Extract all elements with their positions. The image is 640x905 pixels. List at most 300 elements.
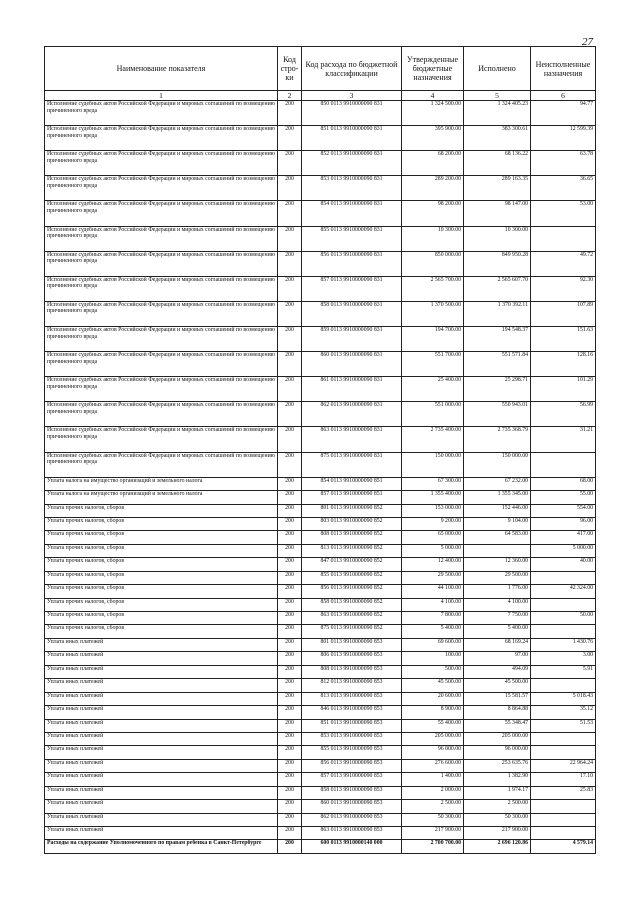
line-code: 200	[278, 151, 302, 176]
line-code: 200	[278, 226, 302, 251]
column-number-row	[45, 91, 596, 101]
executed-amount: 1 324 405.23	[464, 101, 531, 126]
indicator-name: Исполнение судебных актов Российской Федерации и мировых соглашений по возмещению причиненного вреда	[45, 101, 278, 126]
executed-amount: 152 446.00	[464, 504, 531, 517]
classification-code: 801 0113 9910000090 853	[302, 638, 402, 651]
header-line-code: Код стро-ки	[278, 47, 302, 91]
executed-amount: 96 000.00	[464, 746, 531, 759]
executed-amount: 150 000.00	[464, 452, 531, 477]
approved-amount: 194 700.00	[402, 326, 464, 351]
executed-amount: 29 500.00	[464, 571, 531, 584]
line-code: 200	[278, 301, 302, 326]
classification-code: 854 0113 9910000090 831	[302, 201, 402, 226]
approved-amount: 1 370 500.00	[402, 301, 464, 326]
line-code: 200	[278, 598, 302, 611]
remaining-amount: 96.00	[531, 517, 596, 530]
indicator-name: Расходы на содержание Уполномоченного по правам ребенка в Санкт-Петербурге	[45, 840, 278, 854]
remaining-amount: 92.30	[531, 276, 596, 301]
classification-code: 859 0113 9910000090 831	[302, 326, 402, 351]
table-row	[45, 585, 596, 598]
indicator-name: Исполнение судебных актов Российской Федерации и мировых соглашений по возмещению причиненного вреда	[45, 402, 278, 427]
line-code: 200	[278, 491, 302, 504]
line-code: 200	[278, 759, 302, 772]
remaining-amount	[531, 827, 596, 840]
executed-amount: 2 500.00	[464, 800, 531, 813]
header-approved: Утвержденные бюджетные назначения	[402, 47, 464, 91]
table-row	[45, 665, 596, 678]
line-code: 200	[278, 427, 302, 452]
executed-amount: 7 750.00	[464, 612, 531, 625]
remaining-amount: 101.29	[531, 377, 596, 402]
remaining-amount: 12 599.39	[531, 126, 596, 151]
executed-amount: 68 136.22	[464, 151, 531, 176]
remaining-amount: 49.72	[531, 251, 596, 276]
executed-amount	[464, 544, 531, 557]
approved-amount: 2 735 400.00	[402, 427, 464, 452]
remaining-amount: 50.00	[531, 612, 596, 625]
table-row	[45, 226, 596, 251]
remaining-amount: 5 018.43	[531, 692, 596, 705]
indicator-name: Уплата налога на имущество организаций и земельного налога	[45, 491, 278, 504]
classification-code: 808 0113 9910000090 852	[302, 531, 402, 544]
approved-amount: 96 000.00	[402, 746, 464, 759]
table-row	[45, 452, 596, 477]
remaining-amount: 40.00	[531, 558, 596, 571]
approved-amount: 2 700 700.00	[402, 840, 464, 854]
approved-amount: 850 000.00	[402, 251, 464, 276]
remaining-amount: 68.00	[531, 477, 596, 490]
total-row	[45, 840, 596, 854]
remaining-amount: 25.83	[531, 786, 596, 799]
executed-amount: 289 163.35	[464, 176, 531, 201]
approved-amount: 65 000.00	[402, 531, 464, 544]
line-code: 200	[278, 773, 302, 786]
budget-execution-table	[44, 46, 596, 854]
classification-code: 852 0113 9910000090 831	[302, 151, 402, 176]
executed-amount: 98 147.00	[464, 201, 531, 226]
indicator-name: Исполнение судебных актов Российской Федерации и мировых соглашений по возмещению причиненного вреда	[45, 201, 278, 226]
indicator-name: Уплата иных платежей	[45, 638, 278, 651]
executed-amount: 1 355 345.00	[464, 491, 531, 504]
column-number: 2	[278, 91, 302, 101]
indicator-name: Уплата иных платежей	[45, 706, 278, 719]
executed-amount: 1 370 392.11	[464, 301, 531, 326]
approved-amount: 98 200.00	[402, 201, 464, 226]
indicator-name: Уплата прочих налогов, сборов	[45, 558, 278, 571]
classification-code: 812 0113 9910000090 853	[302, 679, 402, 692]
line-code: 200	[278, 652, 302, 665]
column-number: 1	[45, 91, 278, 101]
executed-amount: 50 300.00	[464, 813, 531, 826]
indicator-name: Исполнение судебных актов Российской Федерации и мировых соглашений по возмещению причиненного вреда	[45, 126, 278, 151]
table-row	[45, 827, 596, 840]
line-code: 200	[278, 746, 302, 759]
executed-amount: 68 169.24	[464, 638, 531, 651]
classification-code: 858 0113 9910000090 852	[302, 598, 402, 611]
classification-code: 851 0113 9910000090 853	[302, 719, 402, 732]
approved-amount: 69 600.00	[402, 638, 464, 651]
remaining-amount	[531, 571, 596, 584]
classification-code: 857 0113 9910000090 831	[302, 276, 402, 301]
table-row	[45, 531, 596, 544]
approved-amount: 500.00	[402, 665, 464, 678]
line-code: 200	[278, 531, 302, 544]
table-row	[45, 652, 596, 665]
remaining-amount: 1 430.76	[531, 638, 596, 651]
table-row	[45, 377, 596, 402]
executed-amount: 15 581.57	[464, 692, 531, 705]
approved-amount: 289 200.00	[402, 176, 464, 201]
classification-code: 860 0113 9910000090 853	[302, 800, 402, 813]
indicator-name: Исполнение судебных актов Российской Федерации и мировых соглашений по возмещению причиненного вреда	[45, 326, 278, 351]
line-code: 200	[278, 276, 302, 301]
header-executed: Исполнено	[464, 47, 531, 91]
remaining-amount: 56.99	[531, 402, 596, 427]
line-code: 200	[278, 504, 302, 517]
line-code: 200	[278, 477, 302, 490]
classification-code: 863 0113 9910000090 831	[302, 427, 402, 452]
table-row	[45, 813, 596, 826]
executed-amount: 55 348.47	[464, 719, 531, 732]
executed-amount: 2 565 607.70	[464, 276, 531, 301]
indicator-name: Исполнение судебных актов Российской Федерации и мировых соглашений по возмещению причиненного вреда	[45, 151, 278, 176]
line-code: 200	[278, 352, 302, 377]
table-row	[45, 176, 596, 201]
table-row	[45, 201, 596, 226]
indicator-name: Уплата прочих налогов, сборов	[45, 517, 278, 530]
classification-code: 875 0113 9910000090 852	[302, 625, 402, 638]
line-code: 200	[278, 732, 302, 745]
line-code: 200	[278, 625, 302, 638]
classification-code: 858 0113 9910000090 853	[302, 786, 402, 799]
approved-amount: 25 400.00	[402, 377, 464, 402]
line-code: 200	[278, 251, 302, 276]
remaining-amount: 5 000.00	[531, 544, 596, 557]
table-row	[45, 251, 596, 276]
indicator-name: Исполнение судебных актов Российской Федерации и мировых соглашений по возмещению причиненного вреда	[45, 276, 278, 301]
indicator-name: Уплата иных платежей	[45, 719, 278, 732]
approved-amount: 67 300.00	[402, 477, 464, 490]
line-code: 200	[278, 101, 302, 126]
column-number: 3	[302, 91, 402, 101]
line-code: 200	[278, 201, 302, 226]
executed-amount: 45 500.00	[464, 679, 531, 692]
remaining-amount: 63.78	[531, 151, 596, 176]
table-row	[45, 427, 596, 452]
remaining-amount: 35.12	[531, 706, 596, 719]
classification-code: 875 0113 9910000090 831	[302, 452, 402, 477]
line-code: 200	[278, 612, 302, 625]
indicator-name: Уплата иных платежей	[45, 679, 278, 692]
executed-amount: 2 696 120.86	[464, 840, 531, 854]
classification-code: 855 0113 9910000090 831	[302, 226, 402, 251]
line-code: 200	[278, 786, 302, 799]
approved-amount: 44 100.00	[402, 585, 464, 598]
approved-amount: 5 400.00	[402, 625, 464, 638]
classification-code: 808 0113 9910000090 853	[302, 665, 402, 678]
indicator-name: Уплата иных платежей	[45, 665, 278, 678]
executed-amount: 67 232.00	[464, 477, 531, 490]
classification-code: 862 0113 9910000090 853	[302, 813, 402, 826]
line-code: 200	[278, 638, 302, 651]
line-code: 200	[278, 176, 302, 201]
table-row	[45, 517, 596, 530]
table-row	[45, 402, 596, 427]
line-code: 200	[278, 813, 302, 826]
approved-amount: 2 565 700.00	[402, 276, 464, 301]
remaining-amount	[531, 452, 596, 477]
table-header	[45, 47, 596, 101]
indicator-name: Уплата иных платежей	[45, 652, 278, 665]
executed-amount: 551 571.84	[464, 352, 531, 377]
classification-code: 855 0113 9910000090 853	[302, 746, 402, 759]
approved-amount: 1 324 500.00	[402, 101, 464, 126]
executed-amount: 1 382.90	[464, 773, 531, 786]
indicator-name: Исполнение судебных актов Российской Федерации и мировых соглашений по возмещению причиненного вреда	[45, 377, 278, 402]
column-number: 5	[464, 91, 531, 101]
classification-code: 858 0113 9910000090 831	[302, 301, 402, 326]
table-row	[45, 732, 596, 745]
classification-code: 813 0113 9910000090 853	[302, 692, 402, 705]
column-number: 6	[531, 91, 596, 101]
approved-amount: 217 900.00	[402, 827, 464, 840]
classification-code: 847 0113 9910000090 852	[302, 558, 402, 571]
line-code: 200	[278, 719, 302, 732]
classification-code: 856 0113 9910000090 852	[302, 585, 402, 598]
remaining-amount: 94.77	[531, 101, 596, 126]
approved-amount: 2 500.00	[402, 800, 464, 813]
table-row	[45, 126, 596, 151]
table-row	[45, 706, 596, 719]
table-row	[45, 571, 596, 584]
indicator-name: Уплата прочих налогов, сборов	[45, 504, 278, 517]
classification-code: 853 0113 9910000090 831	[302, 176, 402, 201]
remaining-amount: 107.89	[531, 301, 596, 326]
table-row	[45, 800, 596, 813]
table-row	[45, 598, 596, 611]
table-row	[45, 692, 596, 705]
table-row	[45, 679, 596, 692]
remaining-amount: 22 964.24	[531, 759, 596, 772]
table-row	[45, 151, 596, 176]
executed-amount: 383 300.61	[464, 126, 531, 151]
classification-code: 806 0113 9910000090 853	[302, 652, 402, 665]
indicator-name: Уплата иных платежей	[45, 692, 278, 705]
table-row	[45, 504, 596, 517]
indicator-name: Уплата прочих налогов, сборов	[45, 585, 278, 598]
classification-code: 856 0113 9910000090 853	[302, 759, 402, 772]
executed-amount: 217 900.00	[464, 827, 531, 840]
remaining-amount: 36.65	[531, 176, 596, 201]
indicator-name: Уплата иных платежей	[45, 813, 278, 826]
table-row	[45, 544, 596, 557]
approved-amount: 551 700.00	[402, 352, 464, 377]
indicator-name: Уплата прочих налогов, сборов	[45, 544, 278, 557]
executed-amount: 550 943.01	[464, 402, 531, 427]
line-code: 200	[278, 402, 302, 427]
indicator-name: Исполнение судебных актов Российской Федерации и мировых соглашений по возмещению причиненного вреда	[45, 427, 278, 452]
indicator-name: Уплата прочих налогов, сборов	[45, 571, 278, 584]
line-code: 200	[278, 679, 302, 692]
classification-code: 860 0113 9910000090 831	[302, 352, 402, 377]
approved-amount: 50 300.00	[402, 813, 464, 826]
approved-amount: 20 600.00	[402, 692, 464, 705]
approved-amount: 2 000.00	[402, 786, 464, 799]
executed-amount: 205 000.00	[464, 732, 531, 745]
classification-code: 600 0113 9910000140 000	[302, 840, 402, 854]
table-row	[45, 773, 596, 786]
remaining-amount	[531, 746, 596, 759]
remaining-amount: 151.63	[531, 326, 596, 351]
remaining-amount	[531, 800, 596, 813]
classification-code: 854 0113 9910000090 851	[302, 477, 402, 490]
remaining-amount: 42 324.00	[531, 585, 596, 598]
remaining-amount: 4 579.14	[531, 840, 596, 854]
table-row	[45, 558, 596, 571]
table-row	[45, 352, 596, 377]
indicator-name: Уплата налога на имущество организаций и земельного налога	[45, 477, 278, 490]
indicator-name: Уплата иных платежей	[45, 746, 278, 759]
classification-code: 813 0113 9910000090 852	[302, 544, 402, 557]
table-row	[45, 491, 596, 504]
remaining-amount: 554.00	[531, 504, 596, 517]
indicator-name: Исполнение судебных актов Российской Федерации и мировых соглашений по возмещению причиненного вреда	[45, 452, 278, 477]
table-row	[45, 301, 596, 326]
remaining-amount	[531, 813, 596, 826]
indicator-name: Исполнение судебных актов Российской Федерации и мировых соглашений по возмещению причиненного вреда	[45, 226, 278, 251]
line-code: 200	[278, 377, 302, 402]
line-code: 200	[278, 558, 302, 571]
indicator-name: Уплата иных платежей	[45, 732, 278, 745]
classification-code: 803 0113 9910000090 852	[302, 517, 402, 530]
approved-amount: 551 000.00	[402, 402, 464, 427]
line-code: 200	[278, 326, 302, 351]
executed-amount: 12 360.00	[464, 558, 531, 571]
header-class-code: Код расхода по бюджетной классификации	[302, 47, 402, 91]
remaining-amount: 3.00	[531, 652, 596, 665]
indicator-name: Уплата иных платежей	[45, 786, 278, 799]
approved-amount: 150 000.00	[402, 452, 464, 477]
table-row	[45, 638, 596, 651]
executed-amount: 849 950.28	[464, 251, 531, 276]
remaining-amount: 5.91	[531, 665, 596, 678]
remaining-amount: 51.53	[531, 719, 596, 732]
line-code: 200	[278, 800, 302, 813]
table-row	[45, 477, 596, 490]
approved-amount: 1 400.00	[402, 773, 464, 786]
approved-amount: 100.00	[402, 652, 464, 665]
table-row	[45, 786, 596, 799]
remaining-amount	[531, 679, 596, 692]
approved-amount: 7 800.00	[402, 612, 464, 625]
indicator-name: Уплата иных платежей	[45, 827, 278, 840]
column-number: 4	[402, 91, 464, 101]
indicator-name: Уплата иных платежей	[45, 759, 278, 772]
indicator-name: Исполнение судебных актов Российской Федерации и мировых соглашений по возмещению причиненного вреда	[45, 352, 278, 377]
line-code: 200	[278, 585, 302, 598]
executed-amount: 9 104.00	[464, 517, 531, 530]
indicator-name: Исполнение судебных актов Российской Федерации и мировых соглашений по возмещению причиненного вреда	[45, 251, 278, 276]
remaining-amount	[531, 625, 596, 638]
approved-amount: 8 900.00	[402, 706, 464, 719]
approved-amount: 68 200.00	[402, 151, 464, 176]
approved-amount: 9 200.00	[402, 517, 464, 530]
approved-amount: 205 000.00	[402, 732, 464, 745]
indicator-name: Уплата иных платежей	[45, 773, 278, 786]
approved-amount: 395 900.00	[402, 126, 464, 151]
line-code: 200	[278, 571, 302, 584]
line-code: 200	[278, 126, 302, 151]
classification-code: 857 0113 9910000090 853	[302, 773, 402, 786]
remaining-amount	[531, 226, 596, 251]
approved-amount: 153 000.00	[402, 504, 464, 517]
classification-code: 863 0113 9910000090 852	[302, 612, 402, 625]
remaining-amount: 31.21	[531, 427, 596, 452]
classification-code: 856 0113 9910000090 831	[302, 251, 402, 276]
indicator-name: Исполнение судебных актов Российской Федерации и мировых соглашений по возмещению причиненного вреда	[45, 176, 278, 201]
executed-amount: 253 635.76	[464, 759, 531, 772]
classification-code: 851 0113 9910000090 831	[302, 126, 402, 151]
table-row	[45, 101, 596, 126]
approved-amount: 4 100.00	[402, 598, 464, 611]
executed-amount: 97.00	[464, 652, 531, 665]
executed-amount: 4 100.00	[464, 598, 531, 611]
remaining-amount: 53.00	[531, 201, 596, 226]
page-number: 27	[582, 36, 593, 48]
approved-amount: 1 355 400.00	[402, 491, 464, 504]
classification-code: 862 0113 9910000090 831	[302, 402, 402, 427]
header-remaining: Неисполненные назначения	[531, 47, 596, 91]
approved-amount: 276 600.00	[402, 759, 464, 772]
remaining-amount: 417.00	[531, 531, 596, 544]
classification-code: 853 0113 9910000090 853	[302, 732, 402, 745]
indicator-name: Уплата прочих налогов, сборов	[45, 612, 278, 625]
line-code: 200	[278, 452, 302, 477]
classification-code: 855 0113 9910000090 852	[302, 571, 402, 584]
remaining-amount: 55.00	[531, 491, 596, 504]
approved-amount: 45 500.00	[402, 679, 464, 692]
remaining-amount	[531, 598, 596, 611]
remaining-amount: 128.16	[531, 352, 596, 377]
indicator-name: Уплата прочих налогов, сборов	[45, 625, 278, 638]
line-code: 200	[278, 665, 302, 678]
line-code: 200	[278, 827, 302, 840]
approved-amount: 12 400.00	[402, 558, 464, 571]
classification-code: 850 0113 9910000090 831	[302, 101, 402, 126]
approved-amount: 10 300.00	[402, 226, 464, 251]
line-code: 200	[278, 544, 302, 557]
executed-amount: 5 400.00	[464, 625, 531, 638]
executed-amount: 494.09	[464, 665, 531, 678]
line-code: 200	[278, 517, 302, 530]
approved-amount: 5 000.00	[402, 544, 464, 557]
indicator-name: Уплата прочих налогов, сборов	[45, 598, 278, 611]
table-row	[45, 625, 596, 638]
approved-amount: 29 500.00	[402, 571, 464, 584]
classification-code: 857 0113 9910000090 851	[302, 491, 402, 504]
table-row	[45, 719, 596, 732]
executed-amount: 25 298.71	[464, 377, 531, 402]
classification-code: 846 0113 9910000090 853	[302, 706, 402, 719]
classification-code: 861 0113 9910000090 831	[302, 377, 402, 402]
executed-amount: 2 735 368.79	[464, 427, 531, 452]
executed-amount: 8 864.88	[464, 706, 531, 719]
classification-code: 863 0113 9910000090 853	[302, 827, 402, 840]
table-row	[45, 759, 596, 772]
executed-amount: 64 583.00	[464, 531, 531, 544]
line-code: 200	[278, 692, 302, 705]
table-row	[45, 326, 596, 351]
